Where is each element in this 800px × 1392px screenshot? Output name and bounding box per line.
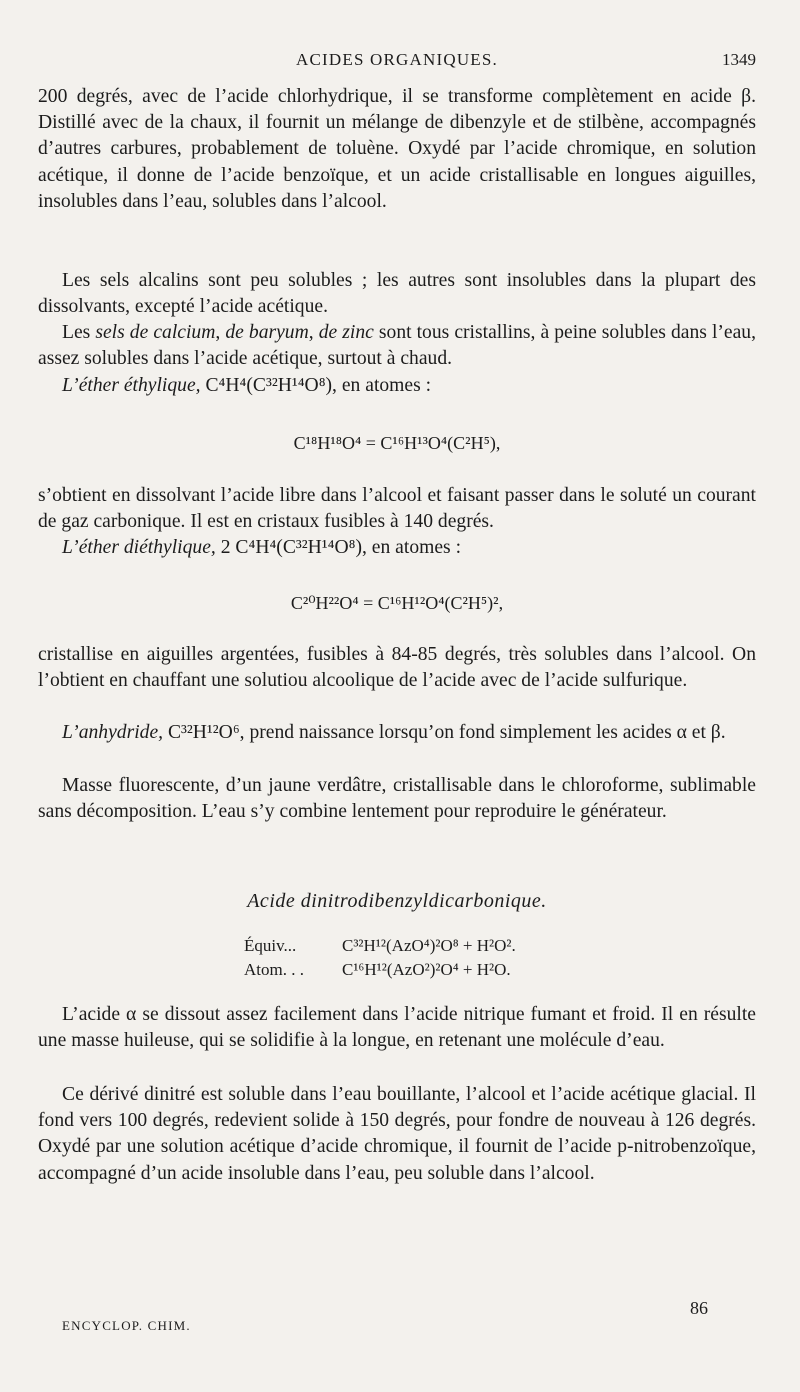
atom-formula: C¹⁶H¹²(AzO²)²O⁴ + H²O. — [342, 960, 511, 979]
formula-ether-ethylique: C¹⁸H¹⁸O⁴ = C¹⁶H¹³O⁴(C²H⁵), — [293, 433, 501, 453]
paragraph-8: L’anhydride, C³²H¹²O⁶, prend naissance lorsqu’on fond simplement les acides α et β. — [62, 722, 726, 743]
ether-diethylique-label: L’éther diéthylique, — [62, 537, 216, 558]
ether-ethylique-label: L’éther éthylique, — [62, 375, 201, 396]
paragraph-1: 200 degrés, avec de l’acide chlorhydrique, il se transforme complètement en acide β. Distillé avec de la chaux, il fournit un mélange de dibenzyle et de stilbène, accompagnés d’autres carbures, probablement de toluène. Oxydé par l’acide chromique, en solution acétique, il donne de l’acide benzoïque, et un acide cristallisable en longues aiguilles, insolubles dans l’eau, solubles dans l’alcool. — [38, 86, 756, 212]
header-title: ACIDES ORGANIQUES. — [296, 50, 498, 69]
section-heading: Acide dinitrodibenzyldicarbonique. — [247, 890, 547, 912]
atom-line — [244, 960, 511, 980]
paragraph-10: L’acide α se dissout assez facilement dans l’acide nitrique fumant et froid. Il en résulte une masse huileuse, qui se solidifie à la longue, en retenant une molécule d’eau. — [38, 1004, 756, 1052]
italic-calcium: sels de calcium — [95, 322, 216, 343]
paragraph-9: Masse fluorescente, d’un jaune verdâtre, cristallisable dans le chloroforme, sublimable sans décomposition. L’eau s’y combine lentement pour reproduire le générateur. — [38, 775, 756, 823]
ether-diethylique-formula: 2 C⁴H⁴(C³²H¹⁴O⁸), en atomes : — [220, 537, 462, 558]
equiv-line — [244, 936, 516, 956]
paragraph-3: Les sels de calcium, de baryum, de zinc sont tous cristallins, à peine solubles dans l’eau, assez solubles dans l’acide acétique, surtout à chaud. — [38, 322, 757, 370]
equiv-formula: C³²H¹²(AzO⁴)²O⁸ + H²O². — [342, 936, 516, 955]
paragraph-7: cristallise en aiguilles argentées, fusibles à 84-85 degrés, très solubles dans l’alcool. On l’obtient en chauffant une solutiou alcoolique de l’acide avec de l’acide sulfurique. — [38, 644, 756, 692]
paragraph-5: s’obtient en dissolvant l’acide libre dans l’alcool et faisant passer dans le soluté un courant de gaz carbonique. Il est en cristaux fusibles à 140 degrés. — [38, 485, 756, 533]
formula-ether-diethylique: C²⁰H²²O⁴ = C¹⁶H¹²O⁴(C²H⁵)², — [290, 593, 504, 613]
anhydride-label: L’anhydride, — [62, 722, 164, 743]
running-header — [38, 50, 756, 74]
sheet-number: 86 — [690, 1298, 708, 1318]
equiv-label: Équiv... — [244, 936, 297, 955]
printer-signature: ENCYCLOP. CHIM. — [62, 1318, 191, 1333]
ether-ethylique-formula: C⁴H⁴(C³²H¹⁴O⁸), en atomes : — [205, 375, 432, 396]
italic-baryum: de baryum — [225, 322, 309, 343]
paragraph-4 — [38, 373, 756, 399]
italic-zinc: de zinc — [318, 322, 374, 343]
paragraph-6 — [38, 535, 756, 561]
paragraph-11: Ce dérivé dinitré est soluble dans l’eau bouillante, l’alcool et l’acide acétique glacial. Il fond vers 100 degrés, redevient solide à 150 degrés, pour fondre de nouveau à 126 degrés. Oxydé par une solution acétique d’acide chromique, il fournit de l’acide p-nitrobenzoïque, accompagné d’un acide insoluble dans l’eau, peu soluble dans l’alcool. — [38, 1084, 756, 1184]
paragraph-2: Les sels alcalins sont peu solubles ; les autres sont insolubles dans la plupart des dissolvants, excepté l’acide acétique. — [38, 270, 756, 318]
atom-label: Atom. . . — [244, 960, 304, 979]
page-number: 1349 — [722, 50, 756, 69]
